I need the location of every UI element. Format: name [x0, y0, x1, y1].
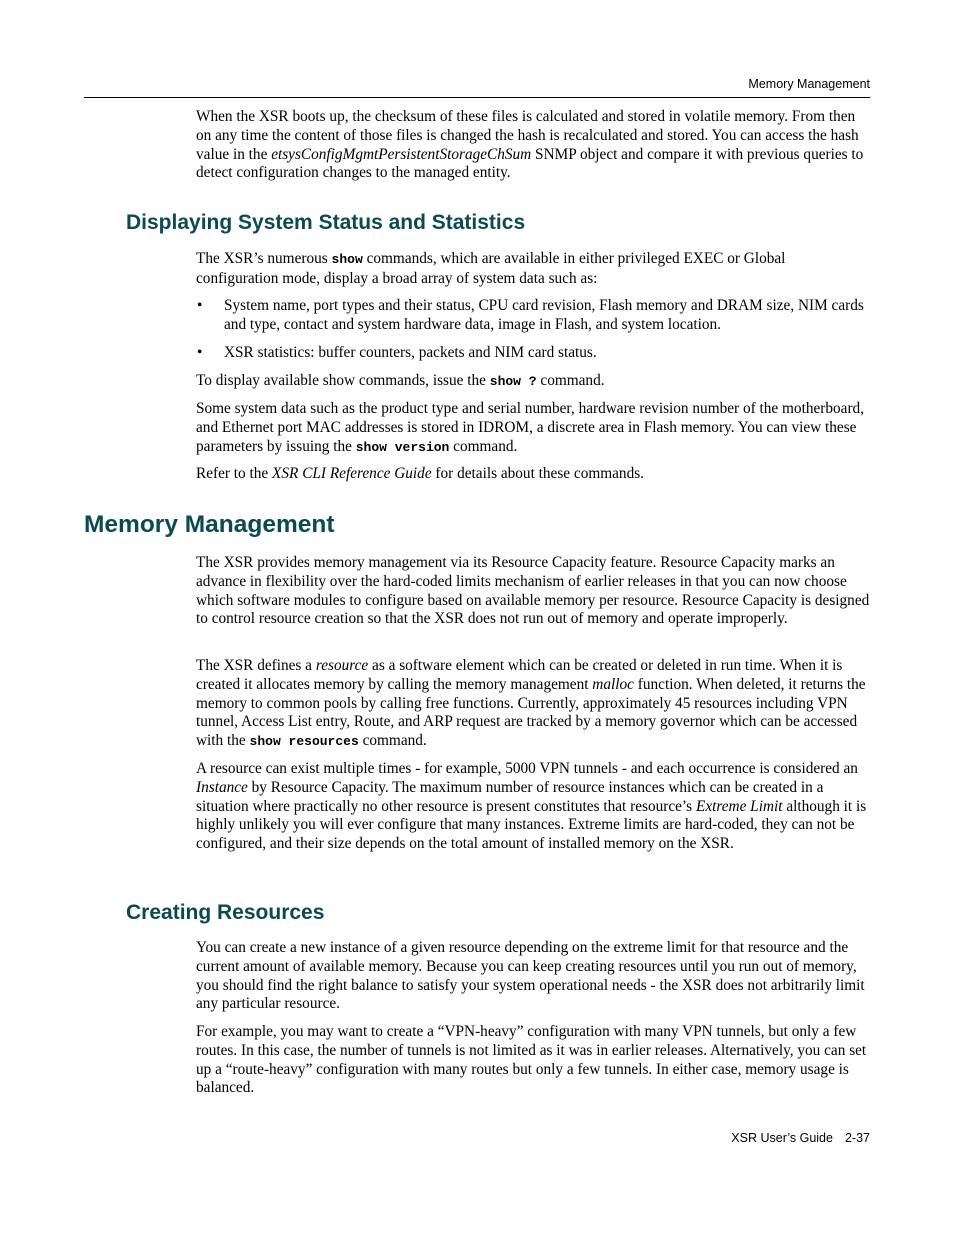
text-run: although it is highly unlikely you will ever configure that many instances. Extreme limits are hard-coded, they can not be configured, and their size depends on the total amount of installed memory on the XSR. [196, 797, 867, 853]
list-item: XSR statistics: buffer counters, packets and NIM card status. [224, 344, 597, 361]
text-run: To display available show commands, issue the [196, 372, 490, 389]
inline-code: show [331, 252, 363, 267]
memory-paragraph-1: The XSR provides memory management via its Resource Capacity feature. Resource Capacity marks an advance in flexibility over the hard-coded limits mechanism of earlier releases in that you can now choose which software modules to configure based on available memory per resource. Resource Capacity is designed to control resource creation so that the XSR does not run out of memory and operate improperly. [196, 554, 870, 628]
status-paragraph-2 [196, 372, 870, 392]
inline-code: show version [355, 439, 450, 455]
text-run: function. When deleted, it returns the memory to common pools by calling free functions. Currently, approximately 45 resources including VPN tunnel, Access List entry, Route, and ARP request are tracked by a memory governor which can be accessed with the [196, 675, 866, 750]
text-run: as a software element which can be created or deleted in run time. When it is created it allocates memory by calling the memory management [196, 657, 843, 693]
inline-code: show ? [489, 374, 537, 389]
text-run: When the XSR boots up, the checksum of these files is calculated and stored in volatile memory. From then on any time the content of those files is changed the hash is recalculated and stored. You can access the hash value in the [196, 108, 859, 163]
snmp-object-name: etsysConfigMgmtPersistentStorageChSum [271, 145, 532, 163]
section-heading-memory: Memory Management [84, 511, 335, 538]
text-run: commands, which are available in either privileged EXEC or Global configuration mode, display a broad array of system data such as: [196, 250, 786, 287]
header-rule [84, 97, 870, 98]
term-emphasis: malloc [592, 675, 634, 693]
section-heading-creating: Creating Resources [126, 901, 325, 924]
memory-paragraph-2 [196, 657, 870, 752]
running-header: Memory Management [748, 77, 870, 91]
text-run: Some system data such as the product type and serial number, hardware revision number of the motherboard, and Ethernet port MAC addresses is stored in IDROM, a discrete area in Flash memory. You can view these parameters by issuing the [196, 400, 865, 455]
creating-paragraph-1: You can create a new instance of a given resource depending on the extreme limit for that resource and the current amount of available memory. Because you can keep creating resources until you run out of memory, you should find the right balance to satisfy your system operational needs - the XSR does not arbitrarily limit any particular resource. [196, 939, 865, 1013]
status-paragraph-4 [196, 465, 870, 484]
text-run: Refer to the [196, 465, 273, 482]
creating-paragraph-2: For example, you may want to create a “VPN-heavy” configuration with many VPN tunnels, but only a few routes. In this case, the number of tunnels is not limited as it was in earlier releases. Alternatively, you can set up a “route-heavy” configuration with many routes but only a few tunnels. In either case, memory usage is balanced. [196, 1023, 867, 1097]
book-title: XSR CLI Reference Guide [272, 465, 432, 482]
text-run: by Resource Capacity. The maximum number of resource instances which can be created in a situation where practically no other resource is present constitutes that resource’s [196, 778, 824, 815]
term-emphasis: Extreme Limit [695, 797, 783, 815]
bullet-marker: • [197, 297, 203, 314]
intro-paragraph [196, 108, 870, 183]
text-run: SNMP object and compare it with previous queries to detect configuration changes to the managed entity. [196, 145, 864, 182]
memory-paragraph-3 [196, 760, 870, 854]
page-number: 2-37 [844, 1131, 870, 1145]
text-run: command. [536, 372, 605, 389]
term-emphasis: resource [315, 657, 369, 674]
text-run: for details about these commands. [431, 465, 645, 482]
guide-title: XSR User’s Guide [731, 1131, 833, 1145]
text-run: command. [358, 732, 427, 750]
section-heading-status: Displaying System Status and Statistics [126, 211, 526, 234]
status-paragraph-3 [196, 400, 870, 457]
inline-code: show resources [249, 734, 359, 750]
page-footer [84, 1131, 870, 1145]
list-item: System name, port types and their status, CPU card revision, Flash memory and DRAM size, NIM cards and type, contact and system hardware data, image in Flash, and system location. [224, 297, 864, 333]
term-emphasis: Instance [196, 778, 248, 796]
text-run: A resource can exist multiple times - for example, 5000 VPN tunnels - and each occurrence is considered an [196, 760, 858, 777]
text-run: command. [449, 437, 518, 455]
bullet-marker: • [197, 344, 203, 361]
text-run: The XSR defines a [196, 657, 316, 674]
text-run: The XSR’s numerous [196, 250, 332, 267]
status-paragraph-1 [196, 250, 870, 289]
